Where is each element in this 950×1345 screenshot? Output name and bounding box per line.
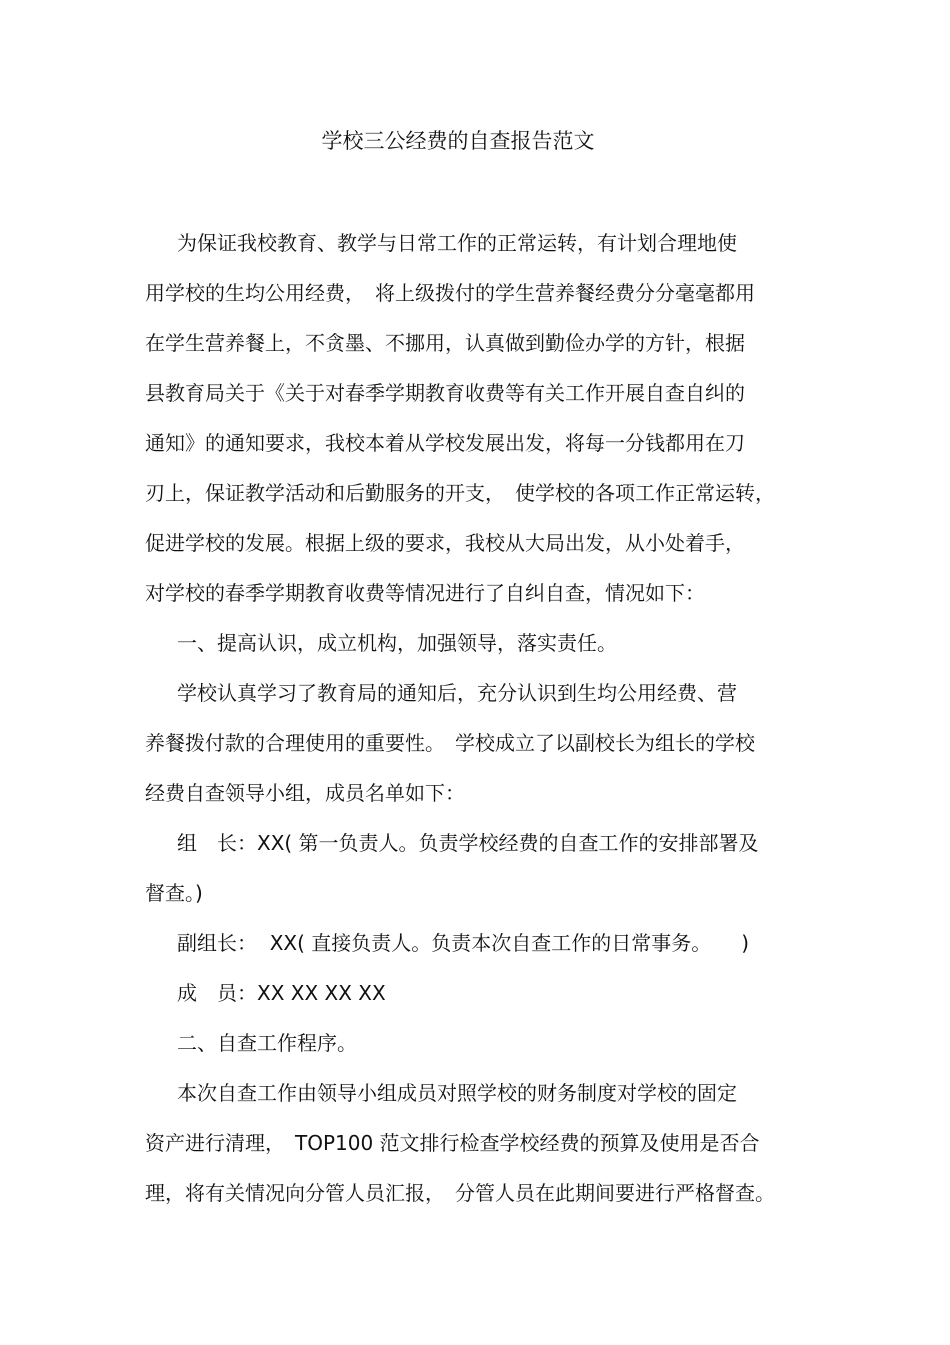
text-line: 县教育局关于《关于对春季学期教育收费等有关工作开展自查自纠的 xyxy=(145,381,745,405)
text-line: 为保证我校教育、教学与日常工作的正常运转，有计划合理地使 xyxy=(177,231,737,255)
document-title: 学校三公经费的自查报告范文 xyxy=(321,129,595,153)
text-line: 副组长： XX( 直接负责人。负责本次自查工作的日常事务。 ) xyxy=(177,931,750,955)
text-line: 通知》的通知要求，我校本着从学校发展出发，将每一分钱都用在刀 xyxy=(145,431,745,455)
text-line: 理，将有关情况向分管人员汇报， 分管人员在此期间要进行严格督查。 xyxy=(145,1181,775,1205)
text-line: 一、提高认识，成立机构，加强领导，落实责任。 xyxy=(177,631,617,655)
text-line: 用学校的生均公用经费， 将上级拨付的学生营养餐经费分分毫毫都用 xyxy=(145,281,755,305)
text-line: 二、自查工作程序。 xyxy=(177,1031,357,1055)
text-line: 经费自查领导小组，成员名单如下： xyxy=(145,781,465,805)
text-line: 成 员：XX XX XX XX xyxy=(177,981,386,1005)
text-line: 本次自查工作由领导小组成员对照学校的财务制度对学校的固定 xyxy=(177,1081,737,1105)
text-line: 督查。) xyxy=(145,881,203,905)
text-line: 促进学校的发展。根据上级的要求，我校从大局出发，从小处着手， xyxy=(145,531,745,555)
text-line: 组 长：XX( 第一负责人。负责学校经费的自查工作的安排部署及 xyxy=(177,831,759,855)
document-body xyxy=(145,226,795,1226)
text-line: 学校认真学习了教育局的通知后，充分认识到生均公用经费、营 xyxy=(177,681,737,705)
text-line: 资产进行清理， TOP100 范文排行检查学校经费的预算及使用是否合 xyxy=(145,1131,760,1155)
text-line: 养餐拨付款的合理使用的重要性。 学校成立了以副校长为组长的学校 xyxy=(145,731,755,755)
text-line: 在学生营养餐上，不贪墨、不挪用，认真做到勤俭办学的方针，根据 xyxy=(145,331,745,355)
text-line: 对学校的春季学期教育收费等情况进行了自纠自查，情况如下： xyxy=(145,581,705,605)
text-line: 刃上，保证教学活动和后勤服务的开支， 使学校的各项工作正常运转， xyxy=(145,481,775,505)
